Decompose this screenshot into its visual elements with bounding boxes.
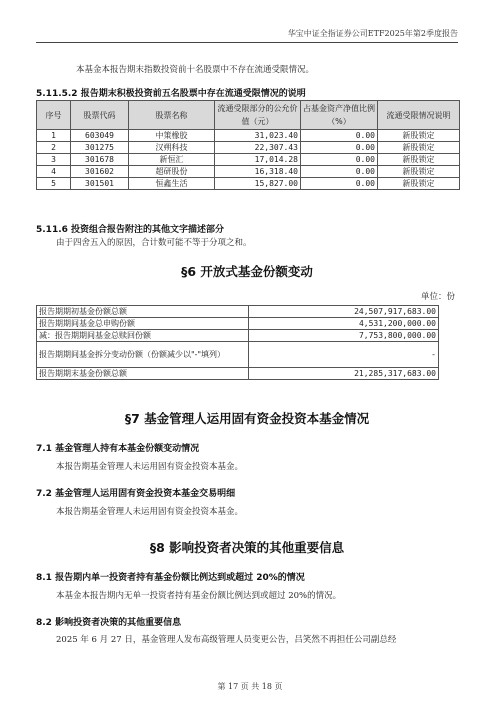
table-row [37, 306, 439, 318]
cell-item: 报告期期初基金份额总额 [37, 306, 249, 318]
section-7-1-title: 7.1 基金管理人持有本基金份额变动情况 [36, 444, 200, 454]
restricted-stocks-table [36, 100, 460, 190]
table-row [37, 166, 460, 178]
table-row [37, 178, 460, 190]
col-header-fair-value: 流通受限部分的公允价值（元） [215, 101, 301, 130]
cell-nav-ratio: 0.00 [301, 130, 378, 142]
cell-item: 报告期期间基金总申购份额 [37, 318, 249, 330]
section-5-11-6-title: 5.11.6 投资组合报告附注的其他文字描述部分 [36, 225, 225, 235]
table-row [37, 130, 460, 142]
cell-index: 2 [37, 142, 71, 154]
cell-code: 603049 [71, 130, 129, 142]
table-row [37, 342, 439, 368]
table-row [37, 154, 460, 166]
cell-code: 301602 [71, 166, 129, 178]
cell-name: 恒鑫生活 [129, 178, 215, 190]
cell-restriction: 新股锁定 [378, 154, 460, 166]
page-header: 华宝中证全指证券公司ETF2025年第2季度报告 [36, 28, 458, 43]
col-header-nav-ratio: 占基金资产净值比例（%） [301, 101, 378, 130]
table-row [37, 318, 439, 330]
rounding-note: 由于四舍五入的原因，合计数可能不等于分项之和。 [56, 238, 252, 248]
section-7-2-text: 本报告期基金管理人未运用固有资金投资本基金。 [56, 507, 244, 517]
section-8-heading: §8 影响投资者决策的其他重要信息 [149, 540, 345, 555]
section-5-11-5-2-title: 5.11.5.2 报告期末积极投资前五名股票中存在流通受限情况的说明 [36, 89, 306, 99]
cell-index: 3 [37, 154, 71, 166]
col-header-index: 序号 [37, 101, 71, 130]
page-footer: 第 17 页 共 18 页 [217, 682, 283, 691]
section-8-2-text: 2025 年 6 月 27 日，基金管理人发布高级管理人员变更公告，吕笑然不再担任公司副总经 [56, 635, 397, 645]
section-6-heading: §6 开放式基金份额变动 [181, 264, 313, 279]
cell-name: 新恒汇 [129, 154, 215, 166]
share-change-table [36, 305, 439, 380]
cell-nav-ratio: 0.00 [301, 154, 378, 166]
col-header-restriction: 流通受限情况说明 [378, 101, 460, 130]
cell-name: 超研股份 [129, 166, 215, 178]
section-8-1-text: 本基金本报告期内无单一投资者持有基金份额比例达到或超过 20%的情况。 [56, 591, 342, 601]
cell-code: 301501 [71, 178, 129, 190]
cell-index: 1 [37, 130, 71, 142]
cell-value: - [249, 342, 439, 368]
cell-fair-value: 15,827.00 [215, 178, 301, 190]
cell-value: 24,507,917,683.00 [249, 306, 439, 318]
cell-nav-ratio: 0.00 [301, 166, 378, 178]
cell-name: 汉朔科技 [129, 142, 215, 154]
cell-restriction: 新股锁定 [378, 166, 460, 178]
cell-fair-value: 31,023.40 [215, 130, 301, 142]
cell-nav-ratio: 0.00 [301, 142, 378, 154]
section-8-1-title: 8.1 报告期内单一投资者持有基金份额比例达到或超过 20%的情况 [36, 573, 305, 583]
unit-label: 单位：份 [420, 292, 455, 302]
cell-fair-value: 22,307.43 [215, 142, 301, 154]
cell-index: 5 [37, 178, 71, 190]
cell-item: 报告期期末基金份额总额 [37, 368, 249, 380]
col-header-code: 股票代码 [71, 101, 129, 130]
cell-value: 7,753,800,000.00 [249, 330, 439, 342]
table-row [37, 368, 439, 380]
cell-item: 报告期期间基金拆分变动份额（份额减少以"-"填列） [37, 342, 249, 368]
intro-paragraph: 本基金本报告期末指数投资前十名股票中不存在流通受限情况。 [76, 65, 315, 75]
cell-nav-ratio: 0.00 [301, 178, 378, 190]
table-row [37, 330, 439, 342]
cell-value: 4,531,200,000.00 [249, 318, 439, 330]
cell-code: 301678 [71, 154, 129, 166]
cell-index: 4 [37, 166, 71, 178]
cell-fair-value: 17,014.28 [215, 154, 301, 166]
cell-fair-value: 16,318.40 [215, 166, 301, 178]
section-8-2-title: 8.2 影响投资者决策的其他重要信息 [36, 618, 182, 628]
cell-value: 21,285,317,683.00 [249, 368, 439, 380]
table-row [37, 142, 460, 154]
cell-code: 301275 [71, 142, 129, 154]
table-header-row [37, 101, 460, 130]
section-7-1-text: 本报告期基金管理人未运用固有资金投资本基金。 [56, 462, 244, 472]
col-header-name: 股票名称 [129, 101, 215, 130]
cell-item: 减：报告期期间基金总赎回份额 [37, 330, 249, 342]
cell-restriction: 新股锁定 [378, 142, 460, 154]
cell-restriction: 新股锁定 [378, 178, 460, 190]
section-7-2-title: 7.2 基金管理人运用固有资金投资本基金交易明细 [36, 489, 236, 499]
cell-name: 中策橡胶 [129, 130, 215, 142]
cell-restriction: 新股锁定 [378, 130, 460, 142]
section-7-heading: §7 基金管理人运用固有资金投资本基金情况 [124, 411, 370, 426]
